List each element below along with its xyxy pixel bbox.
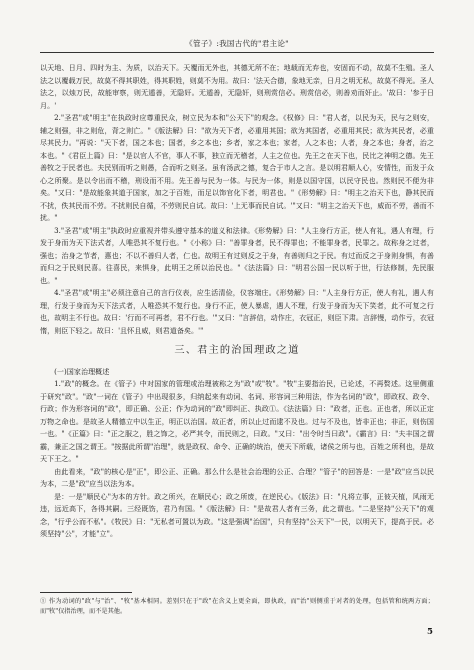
section-heading: 三、君主的治国理政之道 bbox=[174, 345, 300, 356]
page-number: 5 bbox=[427, 627, 433, 637]
paragraph: 以天地、日月、四时为主、为质，以治天下。天覆而无外也，其德无所不在；地载而无弃也，安固而不动，故莫不生殖。圣人法之以覆载万民，故莫不得其职姓，得其职姓，则莫不为用。故曰：'法天合德，象地无亲，日月之明无私，故莫不得光。圣人法之，以烛万民，故能审察，则无遁善，无隐奸。无遁善，无隐奸，则刑赏信必。刑赏信必，则善劝而奸止。'故曰：'参于日月。' bbox=[40, 63, 434, 110]
paragraph: 由此看来，"政"的核心是"正"，即公正、正确。那么什么是社会治理的公正、合理？"管子"的回答是：一是"政"应当以民为本，二是"政"应当以法为本。 bbox=[40, 466, 434, 488]
subsection-heading: (一)国家治理概述 bbox=[54, 366, 110, 376]
footnote: ① 作为动词的"政"与"治"、"牧"基本相同。差别只在于"政"在含义上更全面，即执政，而"治"则侧重于对者的处理，包括管和统两方面；而"牧"仅指治理，而不是其他。 bbox=[40, 598, 434, 615]
running-header: 《管子》:我国古代的"君主论" bbox=[40, 38, 434, 53]
paragraph: 是：一是"顺民心"为本的方针。政之所兴，在顺民心；政之所废，在逆民心。《版法》曰："凡将立事，正彼天植，风雨无违，远近高下，各得其嗣。三经既饬，君乃有国。"《版法解》曰："是故君人者有三务，此之谓也。"二是坚持"公天下"的观念，"行乎公而不私"。《牧民》曰："无私者可置以为政。"这是强调"治国"，只有坚持"公天下"一民，以明天下，提高于民。必须坚持"公"，才能"立"。 bbox=[40, 491, 434, 538]
page-body bbox=[40, 62, 434, 541]
paragraph: 4."圣君"或"明主"必须注意自己的言行仪表，应生活清俭，仪容端庄。《形势解》曰："人主身行方正，使人有礼，遇人有理，行发于身而为天下法式者，人唯恐其不复行也。身行不正，使人暴虐，遇人不理，行发于身而为天下笑者，此不可复之行也，故明主不行也。故曰：'行而不可再者，君不行也。'"又曰："言辞信，动作庄，衣冠正，则臣下肃。言辞慢，动作亏，衣冠惰，则臣下轻之。故曰：'且怀且威，则君道备矣。'" bbox=[40, 288, 434, 335]
paragraph: 3."圣君"或"明主"执政时应重视并带头遵守基本的道义和法律。《形势解》曰："人主身行方正，使人有礼，遇人有理，行发于身而为天下法式者，人唯恐其不复行也。"《小称》曰："善罪身者，民不得罪也；不能罪身者，民罪之。故称身之过者，强也；治身之节者，惠也；不以不善归人者，仁也。故明王有过则反之于身，有善则归之于民。有过而反之于身则身惧，有善而归之于民则民喜。往喜民，来惧身，此明王之所以治民也。"《法法篇》曰："明君公国一民以听于世，行法修制，先民服也。" bbox=[40, 225, 434, 285]
paragraph: 2."圣君"或"明主"在执政时应尊重民众，树立民为本和"公天下"的观念。《权修》曰："君人者，以民为天，民与之则安，辅之则强，非之则危，背之则亡。"《版法解》曰："欲为天下者，必重用其国；欲为其国者，必重用其民；欲为其民者，必重尽其民力。"再说："天下者，国之本也；国者，乡之本也；乡者，家之本也；家者，人之本也；人者，身之本也；身者，治之本也。"《君臣上篇》曰："是以官人不官，事人不事，独立而无稽者，人主之位也。先王之在天下也，民比之神明之德。先王善牧之于民者也。夫民别而听之则愚，合而听之则圣。虽有汤武之德，复合于市人之言。是以明君顺人心，安情性，而发于众心之所聚。是以令出而不稽，刑设而不用。先王善与民为一体。与民为一体，则是以国守国，以民守民也。然则民不便为非矣。"又曰："是故能象其道于国家，加之于百姓，而足以饰官化下者，明君也。"《形势解》曰："明主之治天下也，静其民而不扰，佚其民而不劳。不扰则民自循，不劳则民自试。故曰：'上无事而民自试。'"又曰："明主之治天下也，威而不劳，善而不扰。" bbox=[40, 113, 434, 222]
footnote-divider bbox=[40, 592, 132, 593]
paragraph: 1."政"的概念。在《管子》中对国家的管理或治理被称之为"政"或"牧"。"牧"主要指治民，已论述，不再赘述。这里侧重于研究"政"。"政"一词在《管子》中出现很多，归纳起来有动词、名词、形容词三种用法，作为名词的"政"，即政权、政令、行政；作为形容词的"政"，即正确、公正；作为动词的"政"即纠正、执政①。《法法篇》曰："政者，正也。正也者，所以正定万物之命也。是故圣人精德立中以生正，明正以治国。故正者，所以止过而逮不及也。过与不及也，皆非正也；非正，则伤国一也。"《正篇》曰："正之服之，胜之饰之，必严其令，而民则之，曰政。"又曰："出令时当曰政"。《霸言》曰："夫丰国之谓霸，兼正之国之谓王。"按据此所谓"治理"，就是政权、命令、正确的统治，使天下所载，诸侯之所与也，百姓之所利也，是故天下王之。" bbox=[40, 379, 434, 463]
